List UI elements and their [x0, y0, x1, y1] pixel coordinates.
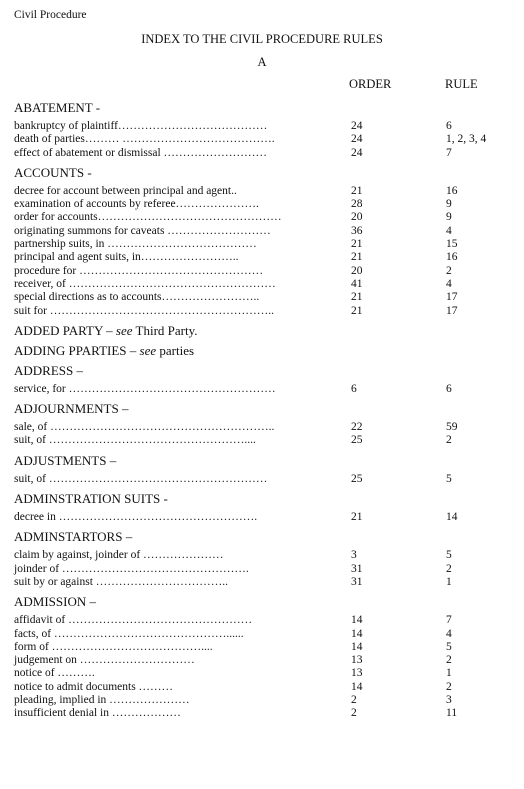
entry-order: 24 — [351, 120, 363, 132]
entry-label: facts, of ………………………………………...... — [14, 627, 244, 640]
entry-label: judgement on ………………………… — [14, 654, 195, 667]
index-entry — [14, 278, 514, 291]
index-entry — [14, 667, 514, 680]
see-reference: see — [115, 322, 133, 338]
entry-rule: 9 — [446, 198, 452, 211]
section-letter: A — [257, 55, 267, 69]
entry-order: 21 — [351, 511, 363, 524]
entry-rule: 16 — [446, 251, 458, 264]
entry-rule: 2 — [446, 654, 452, 667]
entry-label: joinder of …………………………………………. — [14, 562, 249, 575]
index-entry — [14, 707, 514, 720]
entry-rule: 2 — [446, 562, 452, 575]
group-heading: ADMINSTRATION SUITS - — [14, 491, 168, 507]
entry-rule: 5 — [446, 640, 452, 653]
entry-order: 21 — [351, 251, 363, 264]
entry-rule: 1 — [446, 575, 452, 588]
entry-label: originating summons for caveats ……………………… — [14, 224, 271, 237]
index-entry — [14, 198, 514, 211]
entry-order: 6 — [351, 382, 357, 395]
entry-rule: 2 — [446, 680, 452, 693]
index-entry — [14, 185, 514, 198]
entry-label: order for accounts………………………………………… — [14, 211, 282, 224]
group-heading: ACCOUNTS - — [14, 164, 92, 180]
entry-order: 22 — [351, 421, 363, 434]
see-reference: see — [139, 342, 157, 358]
entry-rule: 2 — [446, 434, 452, 447]
reference-target: parties — [156, 342, 195, 358]
index-entry — [14, 238, 514, 251]
entry-order: 20 — [351, 264, 363, 277]
entry-label: special directions as to accounts…………………….. — [14, 291, 260, 304]
heading-text: ADDING PPARTIES – — [14, 342, 140, 358]
entry-order: 14 — [351, 614, 363, 627]
group-heading: ADJUSTMENTS – — [14, 452, 117, 468]
entry-order: 21 — [351, 304, 363, 317]
index-entry — [14, 147, 514, 160]
entry-rule: 9 — [446, 211, 452, 224]
entry-label: pleading, implied in ………………… — [14, 694, 190, 707]
index-entry — [14, 421, 514, 434]
entry-order: 21 — [351, 184, 363, 197]
entry-order: 25 — [351, 434, 363, 447]
entry-order: 24 — [351, 146, 363, 159]
entry-label: service, for ……………………………………………… — [14, 382, 276, 395]
rule-column-header: RULE — [445, 77, 478, 91]
entry-order: 31 — [351, 562, 363, 575]
index-entry — [14, 265, 514, 278]
entry-order: 14 — [351, 640, 363, 653]
entry-order: 21 — [351, 238, 363, 251]
entry-label: suit, of ………………………………………………… — [14, 472, 268, 485]
index-entry — [14, 434, 514, 447]
reference-target: Third Party. — [132, 322, 198, 338]
entry-label: bankruptcy of plaintiff………………………………… — [14, 120, 268, 132]
index-entry — [14, 576, 514, 589]
index-entry — [14, 549, 514, 562]
entry-rule: 4 — [446, 277, 452, 290]
index-entry — [14, 681, 514, 694]
index-entry — [14, 628, 514, 641]
entry-label: claim by against, joinder of ………………… — [14, 549, 224, 562]
index-entry — [14, 251, 514, 264]
entry-order: 13 — [351, 654, 363, 667]
index-entry — [14, 291, 514, 304]
entry-label: receiver, of ……………………………………………… — [14, 277, 276, 290]
group-heading: ADJOURNMENTS – — [14, 401, 129, 417]
entry-rule: 2 — [446, 264, 452, 277]
group-heading: ADMISSION – — [14, 594, 96, 610]
entry-rule: 6 — [446, 382, 452, 395]
entry-label: decree for account between principal and agent.. — [14, 184, 237, 197]
entry-label: principal and agent suits, in…………………….. — [14, 251, 239, 264]
entry-rule: 5 — [446, 549, 452, 562]
index-entry — [14, 120, 514, 133]
index-entry — [14, 511, 514, 524]
order-column-header: ORDER — [349, 77, 392, 91]
entry-label: procedure for ………………………………………… — [14, 264, 264, 277]
entry-label: partnership suits, in ………………………………… — [14, 238, 257, 251]
entry-order: 36 — [351, 224, 363, 237]
entry-rule: 17 — [446, 291, 458, 304]
entry-order: 20 — [351, 211, 363, 224]
entry-label: notice to admit documents ……… — [14, 680, 174, 693]
index-entry — [14, 614, 514, 627]
running-head: Civil Procedure — [14, 9, 87, 21]
entry-rule: 17 — [446, 304, 458, 317]
entry-label: examination of accounts by referee…………………. — [14, 198, 259, 211]
entry-order: 3 — [351, 549, 357, 562]
entry-label: insufficient denial in ……………… — [14, 707, 181, 720]
group-heading: ABATEMENT - — [14, 100, 101, 115]
entry-rule: 16 — [446, 184, 458, 197]
entry-rule: 3 — [446, 694, 452, 707]
entry-rule: 14 — [446, 511, 458, 524]
entry-order: 24 — [351, 133, 363, 146]
entry-order: 13 — [351, 667, 363, 680]
entry-order: 31 — [351, 575, 363, 588]
entry-rule: 1, 2, 3, 4 — [446, 133, 487, 146]
index-entry — [14, 211, 514, 224]
entry-rule: 6 — [446, 120, 452, 132]
entry-order: 2 — [351, 707, 357, 720]
entry-order: 14 — [351, 627, 363, 640]
entry-label: suit for ………………………………………………….. — [14, 304, 275, 317]
entry-order: 14 — [351, 680, 363, 693]
entry-rule: 15 — [446, 238, 458, 251]
index-title: INDEX TO THE CIVIL PROCEDURE RULES — [141, 32, 383, 46]
entry-label: suit, of …………………………………………….... — [14, 434, 256, 447]
index-entry — [14, 225, 514, 238]
group-heading: ADDRESS – — [14, 362, 83, 378]
index-entry — [14, 133, 514, 146]
heading-text: ADDED PARTY – — [14, 322, 116, 338]
index-entries — [14, 95, 514, 721]
entry-label: death of parties……… …………………………………. — [14, 133, 275, 146]
entry-label: sale, of ………………………………………………….. — [14, 421, 275, 434]
entry-rule: 59 — [446, 421, 458, 434]
entry-rule: 5 — [446, 472, 452, 485]
entry-label: suit by or against …………………………….. — [14, 575, 229, 588]
cross-reference-heading — [14, 323, 514, 338]
index-entry — [14, 563, 514, 576]
entry-label: notice of ………. — [14, 667, 95, 680]
entry-label: form of ………………………………….... — [14, 640, 213, 653]
entry-order: 2 — [351, 694, 357, 707]
entry-label: affidavit of ………………………………………… — [14, 614, 253, 627]
entry-order: 41 — [351, 277, 363, 290]
entry-rule: 11 — [446, 707, 458, 720]
entry-order: 28 — [351, 198, 363, 211]
entry-rule: 4 — [446, 627, 452, 640]
entry-label: decree in ……………………………………………. — [14, 511, 258, 524]
cross-reference-heading — [14, 343, 514, 358]
index-entry — [14, 305, 514, 318]
entry-rule: 1 — [446, 667, 452, 680]
index-entry — [14, 383, 514, 396]
index-entry — [14, 694, 514, 707]
entry-label: effect of abatement or dismissal ……………………… — [14, 146, 268, 159]
index-entry — [14, 473, 514, 486]
index-entry — [14, 654, 514, 667]
entry-rule: 4 — [446, 224, 452, 237]
entry-order: 21 — [351, 291, 363, 304]
entry-rule: 7 — [446, 146, 452, 159]
entry-rule: 7 — [446, 614, 452, 627]
group-heading: ADMINSTARTORS – — [14, 529, 133, 545]
entry-order: 25 — [351, 472, 363, 485]
index-entry — [14, 641, 514, 654]
